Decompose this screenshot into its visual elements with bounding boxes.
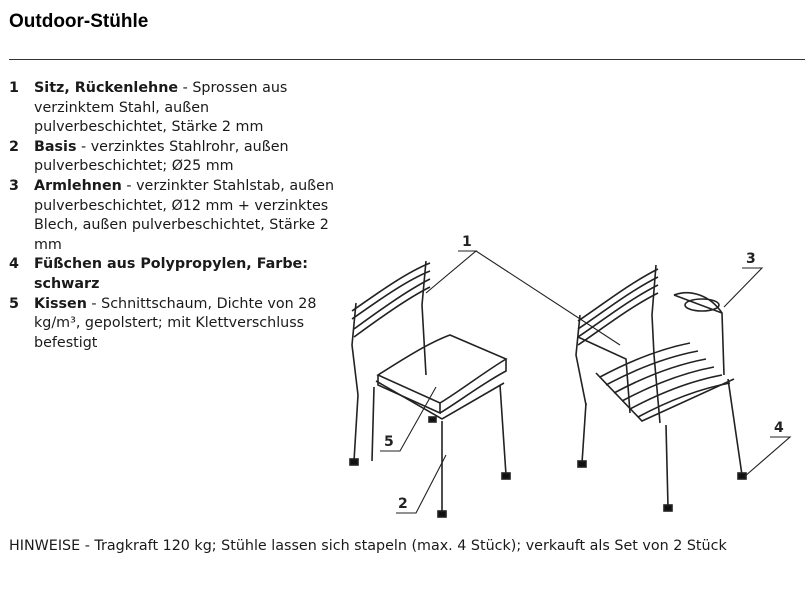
spec-item-seat-backrest — [9, 79, 339, 138]
spec-number: 3 — [9, 177, 19, 194]
spec-number: 4 — [9, 256, 19, 273]
armchair-illustration — [576, 265, 746, 511]
chair-drawing — [330, 225, 800, 525]
spec-text: - verzinkter Stahlstab, außen pulverbeschichtet, Ø12 mm + verzinktes Blech, außen pulverbeschichtet, Stärke 2 mm — [34, 177, 335, 253]
spec-heading: Basis — [34, 138, 77, 155]
spec-text: - Sprossen aus verzinktem Stahl, außen pulverbeschichtet, Stärke 2 mm — [34, 80, 288, 136]
spec-number: 1 — [9, 80, 19, 96]
spec-item-armrests — [9, 177, 339, 255]
side-chair-illustration — [350, 261, 510, 517]
spec-heading: Sitz, Rückenlehne — [34, 80, 179, 96]
spec-item-feet — [9, 255, 339, 294]
spec-number: 2 — [9, 138, 19, 155]
page-title: Outdoor-Stühle — [9, 11, 149, 32]
callout-5: 5 — [384, 434, 394, 450]
callout-4: 4 — [774, 420, 784, 436]
spec-heading: Füßchen aus Polypropylen, Farbe: schwarz — [34, 256, 308, 292]
spec-list — [9, 79, 339, 353]
title-divider — [9, 59, 805, 60]
callout-1: 1 — [462, 234, 472, 250]
spec-text: - verzinktes Stahlrohr, außen pulverbeschichtet; Ø25 mm — [34, 138, 289, 175]
spec-heading: Armlehnen — [34, 177, 122, 194]
spec-item-base — [9, 138, 339, 177]
spec-heading: Kissen — [34, 295, 87, 312]
spec-item-cushion — [9, 295, 339, 354]
notes-text: HINWEISE - Tragkraft 120 kg; Stühle lassen sich stapeln (max. 4 Stück); verkauft als Set von 2 Stück — [9, 538, 727, 554]
callout-3: 3 — [746, 251, 756, 267]
spec-number: 5 — [9, 295, 19, 312]
callout-2: 2 — [398, 496, 408, 512]
spec-text: - Schnittschaum, Dichte von 28 kg/m³, gepolstert; mit Klettverschluss befestigt — [34, 295, 317, 351]
